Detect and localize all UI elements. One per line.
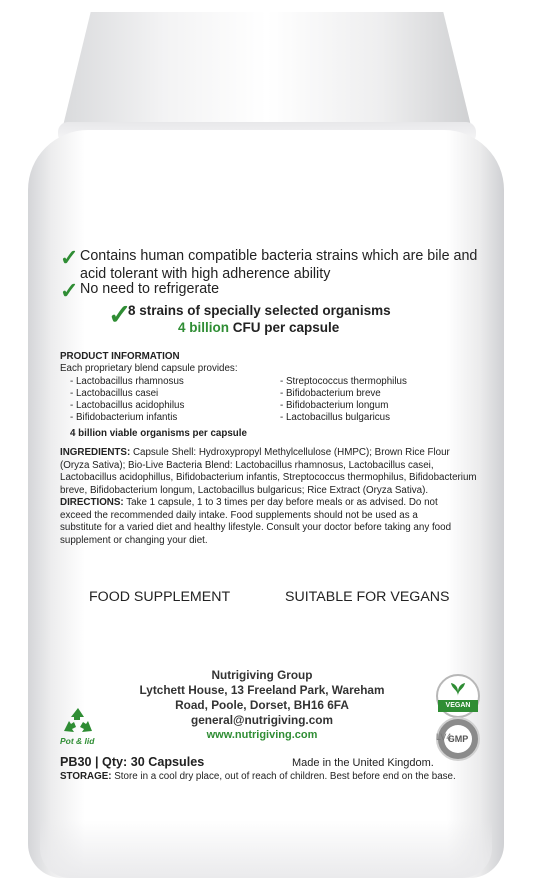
cfu-rest: CFU per capsule: [229, 320, 340, 335]
checkmark-icon: ✓: [60, 278, 79, 303]
product-label: [52, 236, 482, 781]
directions-line: Take 1 capsule, 1 to 3 times per day before meals or as advised. Do not: [123, 497, 438, 508]
company-name: Nutrigiving Group: [211, 668, 313, 682]
storage-text: Store in a cool dry place, out of reach of children. Best before end on the base.: [111, 771, 456, 782]
ingredients-line: Lactobacillus acidophillus, Bifidobacterium infantis, Streptococcus thermophilus, Bifidobacterium: [60, 472, 477, 483]
company-address: Road, Poole, Dorset, BH16 6FA: [175, 698, 349, 712]
suitable-vegans-label: SUITABLE FOR VEGANS: [285, 589, 450, 605]
product-info-intro: Each proprietary blend capsule provides:: [60, 363, 238, 374]
product-code: PB30 | Qty: 30 Capsules: [60, 755, 205, 769]
gmp-badge-text: GMP: [444, 725, 472, 753]
ingredients-line: (Oryza Sativa); Bio-Live Bacteria Blend: Lactobacillus rhamnosus, Lactobacillus casei,: [60, 459, 434, 471]
checkmark-icon: ✓: [60, 245, 79, 270]
storage-line: [60, 771, 456, 782]
cfu-line: [178, 320, 339, 335]
strain-item: - Lactobacillus acidophilus: [70, 400, 185, 411]
claim-line: No need to refrigerate: [80, 281, 220, 297]
recycle-icon: [60, 706, 96, 736]
checkmark-icon: ✓: [108, 299, 132, 330]
directions-line: exceed the recommended daily intake. Food supplements should not be used as a: [60, 509, 418, 521]
directions-line: substitute for a varied diet and healthy lifestyle. Consult your doctor before taking any food: [60, 522, 452, 533]
strains-headline: 8 strains of specially selected organisms: [128, 303, 391, 318]
company-website: www.nutrigiving.com: [206, 729, 318, 741]
strain-item: - Lactobacillus casei: [70, 388, 159, 399]
viable-organisms: 4 billion viable organisms per capsule: [70, 428, 247, 439]
vegan-badge-text: VEGAN: [438, 700, 478, 712]
directions-line: supplement or changing your diet.: [60, 534, 208, 546]
cfu-value: 4 billion: [178, 320, 230, 335]
strain-item: - Bifidobacterium infantis: [70, 412, 178, 423]
claim-line: acid tolerant with high adherence ability: [80, 266, 331, 282]
directions-block: [60, 497, 480, 547]
bottle-cap: [62, 12, 472, 130]
strain-item: - Streptococcus thermophilus: [280, 376, 407, 387]
company-block: [112, 668, 412, 728]
ingredients-line: Capsule Shell: Hydroxypropyl Methylcellulose (HMPC); Brown Rice Flour: [130, 447, 450, 458]
vegan-leaf-icon: [449, 681, 467, 697]
company-email: general@nutrigiving.com: [191, 713, 333, 727]
product-info-heading: PRODUCT INFORMATION: [60, 351, 180, 362]
made-in: Made in the United Kingdom.: [292, 757, 434, 769]
recycle-caption: Pot & lid: [60, 736, 95, 746]
strain-item: - Bifidobacterium breve: [280, 388, 381, 399]
strain-item: - Bifidobacterium longum: [280, 400, 389, 411]
ingredients-line: breve, Bifidobacterium longum, Lactobacillus bulgaricus; Rice Extract (Oryza Sativa).: [60, 484, 429, 496]
lv-code: LV4: [436, 732, 452, 742]
ingredients-block: [60, 447, 480, 497]
storage-label: STORAGE:: [60, 771, 112, 782]
food-supplement-label: FOOD SUPPLEMENT: [89, 589, 231, 605]
directions-label: DIRECTIONS:: [60, 497, 124, 508]
vegan-badge: [436, 674, 480, 718]
bottle-base: [40, 820, 492, 878]
strain-item: - Lactobacillus bulgaricus: [280, 412, 390, 423]
claim-line: Contains human compatible bacteria strains which are bile and: [80, 248, 478, 264]
strain-item: - Lactobacillus rhamnosus: [70, 376, 184, 387]
company-address: Lytchett House, 13 Freeland Park, Wareham: [139, 683, 385, 697]
ingredients-label: INGREDIENTS:: [60, 447, 131, 458]
